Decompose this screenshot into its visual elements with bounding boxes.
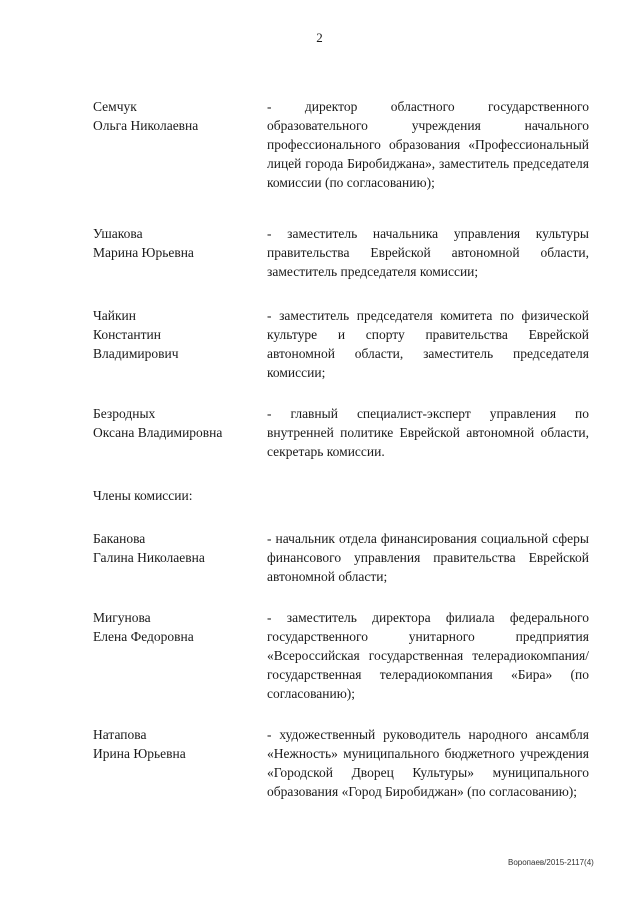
entry-role: - заместитель директора филиала федерального государственного унитарного предприятия «Всероссийская государственная телерадиокомпания/ государственная телерадиокомпания «Бира» (по согласованию); — [267, 610, 589, 701]
given-names: Галина Николаевна — [93, 550, 205, 565]
entry-role: - директор областного государственного образовательного учреждения начального профессионального образования «Профессиональный лицей города Биробиджана», заместитель председателя комиссии (по согласованию); — [267, 99, 589, 190]
members-heading: Члены комиссии: — [93, 488, 193, 503]
entry-name — [93, 725, 263, 763]
patronymic: Владимирович — [93, 346, 179, 361]
entry-name — [93, 306, 263, 363]
entry-name — [93, 97, 263, 135]
entry-role: - начальник отдела финансирования социальной сферы финансового управления правительства Еврейской автономной области; — [267, 531, 589, 584]
surname: Семчук — [93, 99, 137, 114]
surname: Безродных — [93, 406, 156, 421]
surname: Ушакова — [93, 226, 143, 241]
entry-name — [93, 529, 263, 567]
entry-role: - заместитель начальника управления культуры правительства Еврейской автономной области, заместитель председателя комиссии; — [267, 226, 589, 279]
surname: Чайкин — [93, 308, 136, 323]
entry-name — [93, 608, 263, 646]
given-names: Елена Федоровна — [93, 629, 194, 644]
given-names: Ирина Юрьевна — [93, 746, 186, 761]
given-names: Марина Юрьевна — [93, 245, 194, 260]
entry-role: - заместитель председателя комитета по физической культуре и спорту правительства Еврейской автономной области, заместитель председателя комиссии; — [267, 308, 589, 380]
entry-name — [93, 224, 263, 262]
document-registration-code: Воропаев/2015-2117(4) — [508, 858, 594, 867]
given-names: Оксана Владимировна — [93, 425, 223, 440]
given-names: Константин — [93, 327, 161, 342]
entry-name — [93, 404, 263, 442]
entry-role: - художественный руководитель народного ансамбля «Нежность» муниципального бюджетного учреждения «Городской Дворец Культуры» муниципального образования «Город Биробиджан» (по согласованию); — [267, 727, 589, 799]
surname: Мигунова — [93, 610, 151, 625]
surname: Баканова — [93, 531, 146, 546]
page-number: 2 — [316, 30, 324, 45]
entry-role: - главный специалист-эксперт управления по внутренней политике Еврейской автономной области, секретарь комиссии. — [267, 406, 589, 459]
given-names: Ольга Николаевна — [93, 118, 199, 133]
surname: Натапова — [93, 727, 147, 742]
